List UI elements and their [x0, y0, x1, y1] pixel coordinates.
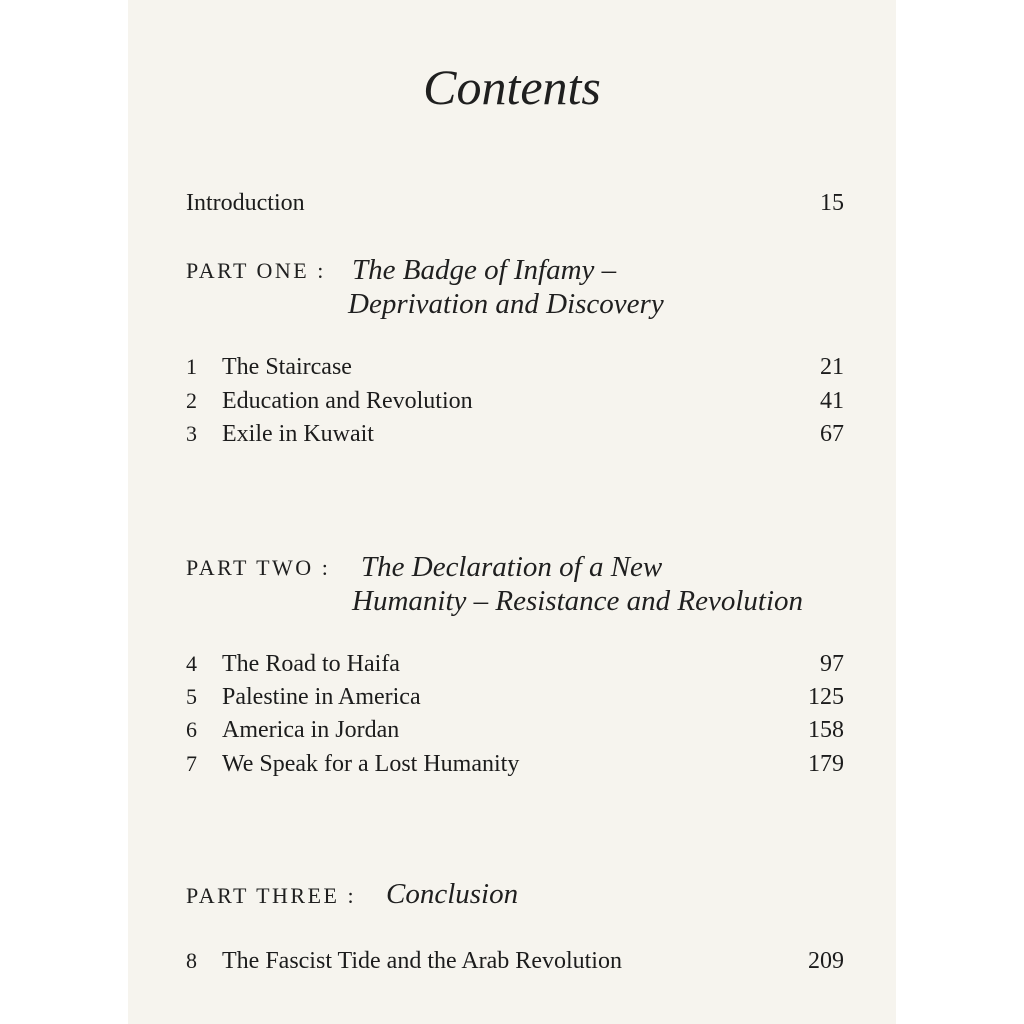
contents-page	[128, 0, 896, 1024]
part-one-label: PART ONE :	[186, 258, 326, 283]
part-two-label: PART TWO :	[186, 555, 331, 580]
chapter-title: Exile in Kuwait	[222, 421, 374, 447]
chapter-title: America in Jordan	[222, 717, 400, 743]
chapter-page: 41	[820, 388, 844, 414]
chapter-title: The Road to Haifa	[222, 651, 400, 677]
chapter-title: The Staircase	[222, 354, 352, 380]
chapter-entry	[128, 715, 896, 745]
page-title: Contents	[423, 59, 601, 115]
introduction-page: 15	[820, 190, 844, 216]
part-three-title: Conclusion	[386, 878, 519, 910]
chapter-number: 4	[186, 651, 197, 676]
chapter-number: 1	[186, 354, 197, 379]
chapter-number: 5	[186, 684, 197, 709]
chapter-entry	[128, 386, 896, 416]
part-two-title-line-2: Humanity – Resistance and Revolution	[352, 585, 804, 617]
chapter-page: 179	[808, 751, 844, 777]
part-three-label: PART THREE :	[186, 883, 357, 908]
chapter-entry	[128, 419, 896, 449]
chapter-number: 2	[186, 388, 197, 413]
chapter-entry	[128, 946, 896, 976]
part-one-title-line-2: Deprivation and Discovery	[348, 288, 664, 320]
chapter-title: Education and Revolution	[222, 388, 473, 414]
chapter-title: We Speak for a Lost Humanity	[222, 751, 520, 777]
chapter-entry	[128, 649, 896, 679]
chapter-page: 125	[808, 684, 844, 710]
chapter-title: The Fascist Tide and the Arab Revolution	[222, 948, 622, 974]
chapter-number: 8	[186, 948, 197, 973]
chapter-page: 209	[808, 948, 844, 974]
chapter-number: 3	[186, 421, 197, 446]
chapter-page: 67	[820, 421, 844, 447]
chapter-page: 21	[820, 354, 844, 380]
introduction-entry	[128, 188, 896, 218]
introduction-title: Introduction	[186, 190, 305, 216]
chapter-entry	[128, 352, 896, 382]
chapter-number: 6	[186, 717, 197, 742]
chapter-page: 158	[808, 717, 844, 743]
part-two-title-line-1: The Declaration of a New	[361, 551, 663, 583]
chapter-title: Palestine in America	[222, 684, 421, 710]
chapter-entry	[128, 682, 896, 712]
part-one-title-line-1: The Badge of Infamy –	[352, 254, 617, 286]
chapter-number: 7	[186, 751, 197, 776]
chapter-entry	[128, 749, 896, 779]
chapter-page: 97	[820, 651, 844, 677]
